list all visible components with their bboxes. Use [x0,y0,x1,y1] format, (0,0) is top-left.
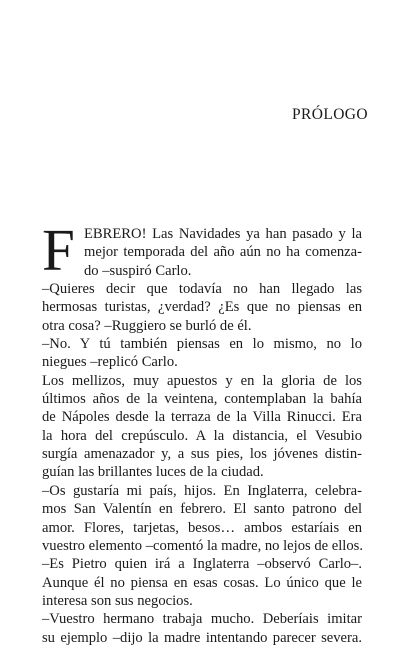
text-line: la hora del crepúsculo. A la distancia, el Vesubio [42,427,362,444]
chapter-heading: PRÓLOGO [291,106,368,123]
drop-cap: F [42,217,75,283]
text-line: vuestro elemento –comentó la madre, no lejos de ellos. [42,537,363,554]
text-line: amor. Flores, tarjetas, besos… ambos estaríais en [42,519,362,536]
text-line: mejor temporada del año aún no ha comenza- [84,244,362,261]
text-line: interesa son sus negocios. [42,592,193,609]
text-line: mos San Valentín en febrero. El santo patrono del [42,501,362,518]
text-line: de Nápoles desde la terraza de la Villa Rinucci. Era [42,409,362,426]
text-line: do –suspiró Carlo. [84,262,192,279]
text-line: Aunque él no piensa en esas cosas. Lo único que le [42,574,362,591]
text-line: –Quieres decir que todavía no han llegado las [42,281,362,298]
text-line: otra cosa? –Ruggiero se burló de él. [42,317,252,334]
text-line: Los mellizos, muy apuestos y en la gloria de los [42,372,362,389]
text-line: EBRERO! Las Navidades ya han pasado y la [84,226,362,242]
text-line: surgía amenazador y, a sus pies, los jóvenes distin- [42,446,362,463]
text-line: –Es Pietro quien irá a Inglaterra –observó Carlo–. [42,556,362,573]
text-line: últimos años de la veintena, contemplaban la bahía [42,391,362,408]
text-line: su ejemplo –dijo la madre intentando parecer severa. [42,629,362,646]
text-line: guían las brillantes luces de la ciudad. [42,464,264,481]
text-line: niegues –replicó Carlo. [42,354,178,371]
text-line: –Vuestro hermano trabaja mucho. Deberíais imitar [42,611,362,628]
text-line: –Os gustaría mi país, hijos. En Inglaterra, celebra- [42,482,362,499]
body-text [42,217,363,647]
text-line: hermosas turistas, ¿verdad? ¿Es que no piensas en [42,299,362,316]
opening-paragraph [42,217,362,283]
text-line: –No. Y tú también piensas en lo mismo, no lo [42,336,362,353]
